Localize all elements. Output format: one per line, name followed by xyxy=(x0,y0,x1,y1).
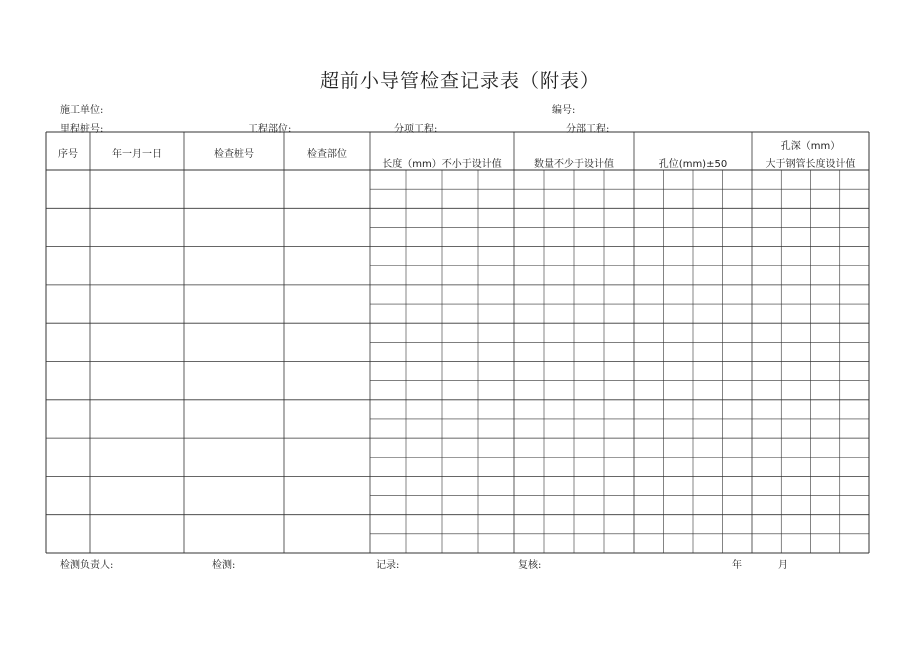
header-length: 长度（mm）不小于设计值 xyxy=(382,159,502,170)
record-label: 记录: xyxy=(376,560,400,571)
header-position: 检查部位 xyxy=(307,149,347,160)
header-depth-bottom: 大于钢管长度设计值 xyxy=(765,159,856,170)
inspection-label: 检测: xyxy=(212,560,236,571)
project-part-label: 工程部位: xyxy=(248,124,292,135)
sub-part-label: 分部工程: xyxy=(566,124,610,135)
serial-number-label: 编号: xyxy=(552,105,576,116)
header-seq: 序号 xyxy=(58,149,78,160)
header-date: 年一月一日 xyxy=(112,149,162,160)
header-quantity: 数量不少于设计值 xyxy=(534,159,614,170)
construction-unit-label: 施工单位: xyxy=(60,105,104,116)
page-title: 超前小导管检查记录表（附表） xyxy=(319,70,600,92)
header-station: 检查桩号 xyxy=(214,149,254,160)
header-depth-top: 孔深（mm） xyxy=(780,141,841,152)
inspector-in-charge-label: 检测负责人: xyxy=(60,560,114,571)
header-hole-position: 孔位(mm)±50 xyxy=(658,159,728,170)
month-label: 月 xyxy=(778,560,788,571)
mileage-label: 里程桩号: xyxy=(60,124,104,135)
year-label: 年 xyxy=(732,560,742,571)
sub-item-label: 分项工程: xyxy=(394,124,438,135)
review-label: 复核: xyxy=(518,560,542,571)
